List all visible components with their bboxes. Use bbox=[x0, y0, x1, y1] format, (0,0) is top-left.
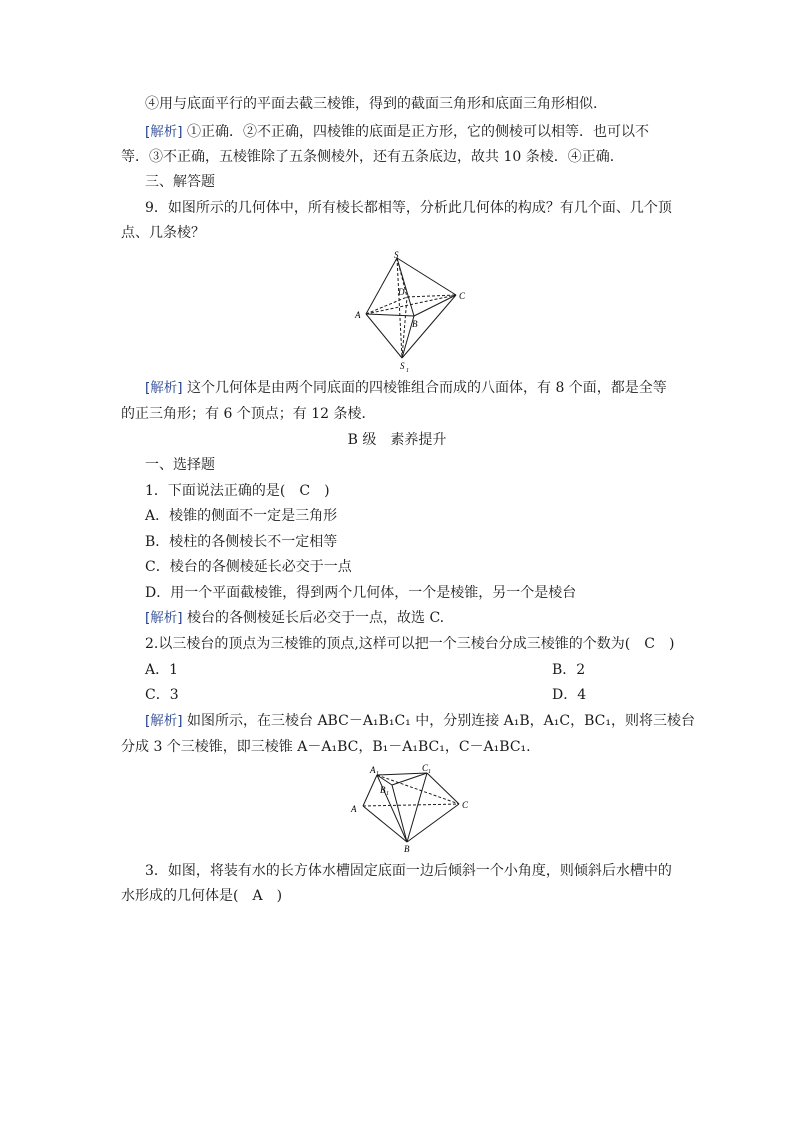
octahedron-figure bbox=[344, 250, 474, 376]
label-a1-sub: 1 bbox=[376, 771, 379, 777]
label-s: S bbox=[394, 250, 399, 260]
analysis-line bbox=[145, 608, 676, 628]
level-heading: B 级 素养提升 bbox=[347, 432, 447, 448]
options-row-1 bbox=[145, 660, 676, 680]
label-a: A bbox=[351, 804, 357, 814]
analysis-text: 棱台的各侧棱延长后必交于一点，故选 C. bbox=[187, 610, 445, 626]
analysis-tag: [解析] bbox=[145, 380, 183, 396]
label-s1: S bbox=[400, 361, 405, 371]
section-heading: 三、解答题 bbox=[145, 174, 215, 190]
label-c: C bbox=[462, 800, 469, 810]
question-2: 2.以三棱台的顶点为三棱锥的顶点,这样可以把一个三棱台分成三棱锥的个数为( C ) bbox=[145, 636, 675, 652]
frustum-figure bbox=[347, 762, 477, 854]
analysis-text: 这个几何体是由两个同底面的四棱锥组合而成的八面体，有 8 个面，都是全等 bbox=[187, 380, 667, 396]
label-c1: C bbox=[422, 763, 429, 773]
label-a: A bbox=[355, 310, 361, 320]
question-1: 1．下面说法正确的是( C ) bbox=[145, 483, 330, 499]
analysis-tag: [解析] bbox=[145, 713, 183, 729]
question-9: 9．如图所示的几何体中，所有棱长都相等，分析此几何体的构成？有几个面、几个顶 bbox=[145, 200, 672, 216]
analysis-text: 如图所示，在三棱台 ABC－A₁B₁C₁ 中，分别连接 A₁B，A₁C，BC₁，则将三棱台 bbox=[187, 713, 695, 729]
options-row-2 bbox=[145, 685, 676, 705]
option-a: A．棱锥的侧面不一定是三角形 bbox=[145, 508, 338, 524]
label-b: B bbox=[412, 319, 418, 329]
analysis-line bbox=[145, 122, 676, 142]
label-b: B bbox=[404, 844, 410, 854]
analysis-continuation: 分成 3 个三棱锥，即三棱锥 A－A₁BC，B₁－A₁BC₁，C－A₁BC₁. bbox=[121, 739, 531, 755]
option-b: B．棱柱的各侧棱长不一定相等 bbox=[145, 534, 338, 550]
analysis-continuation: 等．③不正确，五棱锥除了五条侧棱外，还有五条底边，故共 10 条棱．④正确． bbox=[121, 149, 624, 165]
label-c: C bbox=[459, 291, 466, 301]
option-c: C．棱台的各侧棱延长必交于一点 bbox=[145, 559, 352, 575]
option-c: C．3 bbox=[145, 687, 179, 703]
analysis-tag: [解析] bbox=[145, 610, 183, 626]
option-b: B．2 bbox=[552, 662, 586, 678]
question-3: 3．如图，将装有水的长方体水槽固定底面一边后倾斜一个小角度，则倾斜后水槽中的 bbox=[145, 863, 672, 879]
option-d: D．4 bbox=[552, 687, 587, 703]
analysis-tag: [解析] bbox=[145, 124, 183, 140]
label-c1-sub: 1 bbox=[428, 769, 431, 775]
question-3-continuation: 水形成的几何体是( A ) bbox=[121, 888, 283, 904]
analysis-line bbox=[145, 711, 695, 731]
label-b1: B bbox=[380, 785, 386, 795]
question-9-continuation: 点、几条棱？ bbox=[121, 225, 205, 241]
statement-4: ④用与底面平行的平面去截三棱锥，得到的截面三角形和底面三角形相似. bbox=[145, 96, 598, 112]
label-b1-sub: 1 bbox=[386, 791, 389, 797]
analysis-text: ①正确．②不正确，四棱锥的底面是正方形，它的侧棱可以相等．也可以不 bbox=[187, 124, 649, 140]
option-a: A．1 bbox=[145, 662, 179, 678]
section-heading: 一、选择题 bbox=[145, 457, 215, 473]
option-d: D．用一个平面截棱锥，得到两个几何体，一个是棱锥，另一个是棱台 bbox=[145, 585, 577, 601]
label-s1-sub: 1 bbox=[406, 368, 409, 374]
analysis-continuation: 的正三角形；有 6 个顶点；有 12 条棱． bbox=[121, 406, 376, 422]
label-d: D bbox=[398, 287, 405, 297]
analysis-line bbox=[145, 378, 676, 398]
label-a1: A bbox=[370, 765, 376, 775]
